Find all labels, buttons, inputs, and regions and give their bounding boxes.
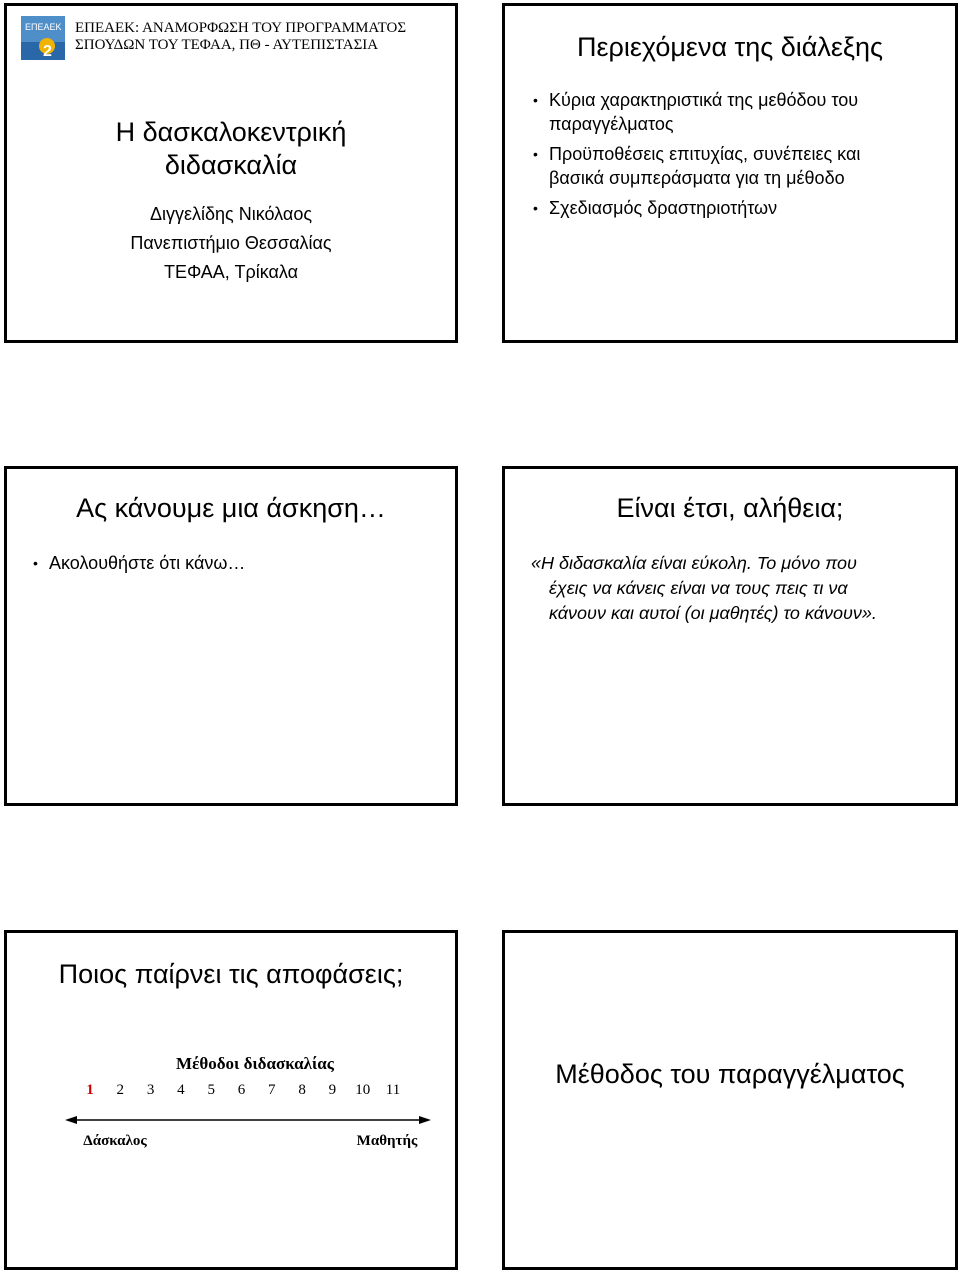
- slide-title-text: [7, 116, 455, 182]
- scale-number: 1: [86, 1082, 94, 1098]
- list-item: • Κύρια χαρακτηριστικά της μεθόδου του παραγγέλματος: [533, 90, 859, 134]
- student-label: Μαθητής: [356, 1133, 418, 1149]
- arrow-right-icon: [419, 1116, 431, 1124]
- scale-number: 11: [385, 1082, 401, 1098]
- list-item: • Ακολουθήστε ότι κάνω…: [33, 553, 246, 573]
- slide-header: [75, 20, 406, 54]
- teaching-quote: «Η διδασκαλία είναι εύκολη. Το μόνο που έχεις να κάνεις είναι να τους πεις τι να κάνουν και αυτοί (οι μαθητές) το κάνουν».: [531, 553, 877, 623]
- epeaek-logo: [21, 16, 65, 60]
- scale-number: 5: [207, 1082, 215, 1098]
- slide-title-text: Είναι έτσι, αλήθεια;: [616, 493, 844, 523]
- slide-command-method: [502, 930, 958, 1270]
- slide-decisions: [4, 930, 458, 1270]
- scale-number: 4: [177, 1082, 185, 1098]
- bullet-icon: •: [33, 555, 38, 571]
- author-name: Διγγελίδης Νικόλαος: [149, 204, 313, 224]
- slide-quote: [502, 466, 958, 806]
- list-item: • Σχεδιασμός δραστηριοτήτων: [533, 198, 778, 218]
- slide-title-text: Μέθοδος του παραγγέλματος: [555, 1059, 905, 1089]
- exercise-list: [29, 551, 449, 575]
- title-line-1: Η δασκαλοκεντρική: [115, 117, 347, 147]
- scale-number: 7: [268, 1082, 276, 1098]
- slide-title: [4, 3, 458, 343]
- header-line-2: ΣΠΟΥΔΩΝ ΤΟΥ ΤΕΦΑΑ, ΠΘ - ΑΥΤΕΠΙΣΤΑΣΙΑ: [75, 37, 379, 53]
- svg-text:ΕΠΕΑΕΚ: ΕΠΕΑΕΚ: [25, 22, 62, 32]
- slide-title-text: Ας κάνουμε μια άσκηση…: [76, 493, 386, 523]
- header-line-1: ΕΠΕΑΕΚ: ΑΝΑΜΟΡΦΩΣΗ ΤΟΥ ΠΡΟΓΡΑΜΜΑΤΟΣ: [75, 20, 407, 36]
- bullet-icon: •: [533, 92, 538, 108]
- university-name: Πανεπιστήμιο Θεσσαλίας: [130, 233, 332, 253]
- teacher-label: Δάσκαλος: [83, 1133, 147, 1149]
- scale-number: 2: [116, 1082, 125, 1098]
- scale-number: 9: [328, 1082, 337, 1098]
- arrow-left-icon: [65, 1116, 77, 1124]
- bullet-icon: •: [533, 146, 538, 162]
- slide-title-text: Ποιος παίρνει τις αποφάσεις;: [58, 959, 404, 989]
- bullet-icon: •: [533, 200, 538, 216]
- scale-number: 6: [237, 1082, 246, 1098]
- title-line-2: διδασκαλία: [164, 150, 298, 180]
- slide-contents: [502, 3, 958, 343]
- scale-number: 3: [146, 1082, 155, 1098]
- contents-list: [529, 88, 949, 226]
- list-item: • Προϋποθέσεις επιτυχίας, συνέπειες και βασικά συμπεράσματα για τη μέθοδο: [533, 144, 861, 188]
- slide-title-text: Περιεχόμενα της διάλεξης: [576, 32, 884, 62]
- scale-number: 8: [298, 1082, 306, 1098]
- slide-exercise: [4, 466, 458, 806]
- department-name: ΤΕΦΑΑ, Τρίκαλα: [163, 262, 299, 282]
- svg-text:2: 2: [43, 43, 52, 60]
- teaching-methods-scale: [7, 1033, 455, 1163]
- scale-title: Μέθοδοι διδασκαλίας: [176, 1054, 334, 1073]
- scale-number: 10: [355, 1082, 371, 1098]
